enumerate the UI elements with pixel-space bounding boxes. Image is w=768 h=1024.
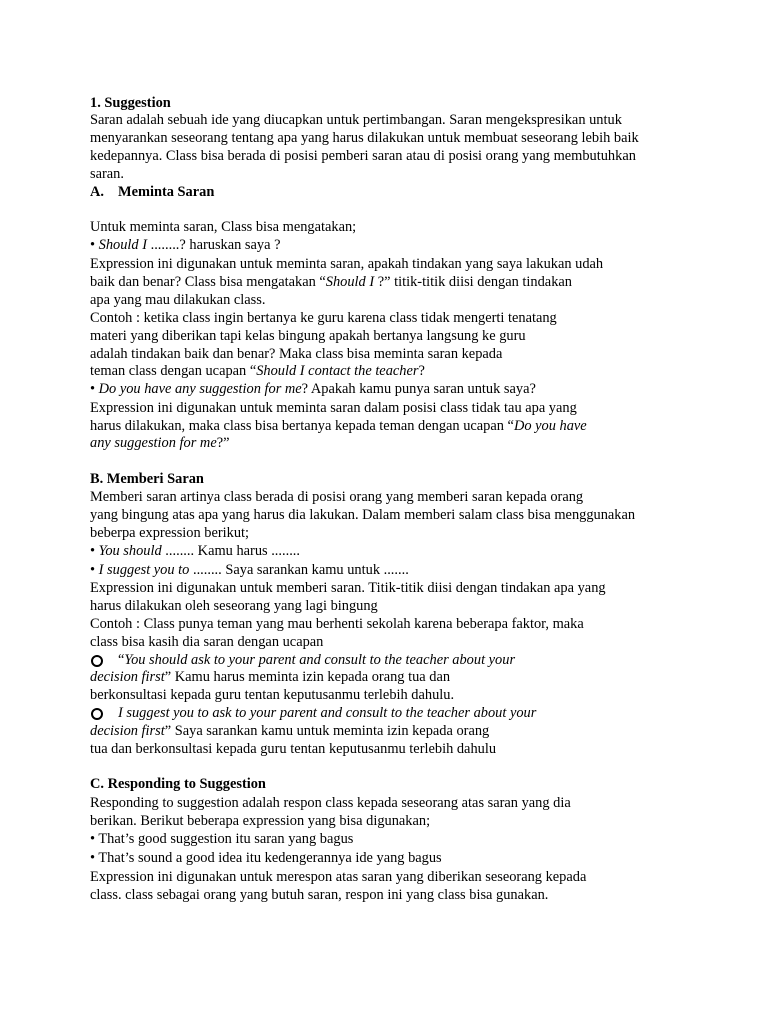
paragraph-line: harus dilakukan, maka class bisa bertanya kepada teman dengan ucapan “Do you have <box>90 418 587 434</box>
paragraph-line: Contoh : Class punya teman yang mau berhenti sekolah karena beberapa faktor, maka <box>90 616 584 632</box>
paragraph-line: class bisa kasih dia saran dengan ucapan <box>90 634 324 650</box>
paragraph-line: Memberi saran artinya class berada di posisi orang yang memberi saran kepada orang <box>90 489 584 505</box>
paragraph-line: berikan. Berikut beberapa expression yang bisa digunakan; <box>90 813 431 829</box>
subsection-title-responding: C. Responding to Suggestion <box>90 776 266 792</box>
list-item-continuation: decision first” Saya sarankan kamu untuk meminta izin kepada orang <box>90 723 490 739</box>
paragraph-line: harus dilakukan oleh seseorang yang lagi bingung <box>90 598 378 614</box>
paragraph-line: Expression ini digunakan untuk memberi saran. Titik-titik diisi dengan tindakan apa yang <box>90 580 606 596</box>
paragraph-line: Expression ini digunakan untuk meminta saran dalam posisi class tidak tau apa yang <box>90 400 577 416</box>
list-item: I suggest you to ask to your parent and consult to the teacher about your <box>118 705 537 721</box>
paragraph-line: teman class dengan ucapan “Should I contact the teacher? <box>90 363 425 379</box>
subsection-title-memberi-saran: B. Memberi Saran <box>90 471 204 487</box>
subsection-title-meminta-saran: Meminta Saran <box>118 184 215 200</box>
list-item-continuation: tua dan berkonsultasi kepada guru tentan keputusanmu terlebih dahulu <box>90 741 497 757</box>
circle-bullet-icon <box>91 655 103 667</box>
paragraph-line: class. class sebagai orang yang butuh saran, respon ini yang class bisa gunakan. <box>90 887 549 903</box>
paragraph-line: kedepannya. Class bisa berada di posisi pemberi saran atau di posisi orang yang membutuhkan <box>90 148 636 164</box>
paragraph-line: Saran adalah sebuah ide yang diucapkan untuk pertimbangan. Saran mengekspresikan untuk <box>90 112 622 128</box>
paragraph-line: Responding to suggestion adalah respon class kepada seseorang atas saran yang dia <box>90 795 571 811</box>
bullet-item: • You should ........ Kamu harus ........ <box>90 543 300 559</box>
paragraph-line: menyarankan seseorang tentang apa yang harus dilakukan untuk membuat seseorang lebih baik <box>90 130 639 146</box>
list-item: “You should ask to your parent and consult to the teacher about your <box>118 652 516 668</box>
paragraph-line: Contoh : ketika class ingin bertanya ke guru karena class tidak mengerti tenatang <box>90 310 557 326</box>
circle-bullet-icon <box>91 708 103 720</box>
paragraph-line: beberpa expression berikut; <box>90 525 250 541</box>
paragraph-line: Expression ini digunakan untuk meminta saran, apakah tindakan yang saya lakukan udah <box>90 256 604 272</box>
paragraph-line: saran. <box>90 166 124 182</box>
paragraph-line: adalah tindakan baik dan benar? Maka class bisa meminta saran kepada <box>90 346 503 362</box>
paragraph-line: baik dan benar? Class bisa mengatakan “Should I ?” titik-titik diisi dengan tindakan <box>90 274 572 290</box>
bullet-item: • That’s good suggestion itu saran yang bagus <box>90 831 354 847</box>
paragraph-line: materi yang diberikan tapi kelas bingung apakah bertanya langsung ke guru <box>90 328 526 344</box>
paragraph-line: any suggestion for me?” <box>90 435 230 451</box>
paragraph-line: apa yang mau dilakukan class. <box>90 292 266 308</box>
bullet-item: • Should I ........? haruskan saya ? <box>90 237 281 253</box>
paragraph-line: Expression ini digunakan untuk merespon atas saran yang diberikan seseorang kepada <box>90 869 587 885</box>
bullet-item: • I suggest you to ........ Saya sarankan kamu untuk ....... <box>90 562 409 578</box>
list-item-continuation: berkonsultasi kepada guru tentan keputusanmu terlebih dahulu. <box>90 687 455 703</box>
bullet-item: • That’s sound a good idea itu kedengerannya ide yang bagus <box>90 850 442 866</box>
list-item-continuation: decision first” Kamu harus meminta izin kepada orang tua dan <box>90 669 451 685</box>
subsection-label-a: A. <box>90 184 104 200</box>
paragraph-line: yang bingung atas apa yang harus dia lakukan. Dalam memberi salam class bisa menggunakan <box>90 507 636 523</box>
section-title-suggestion: 1. Suggestion <box>90 95 171 111</box>
bullet-item: • Do you have any suggestion for me? Apakah kamu punya saran untuk saya? <box>90 381 536 397</box>
paragraph-line: Untuk meminta saran, Class bisa mengatakan; <box>90 219 357 235</box>
